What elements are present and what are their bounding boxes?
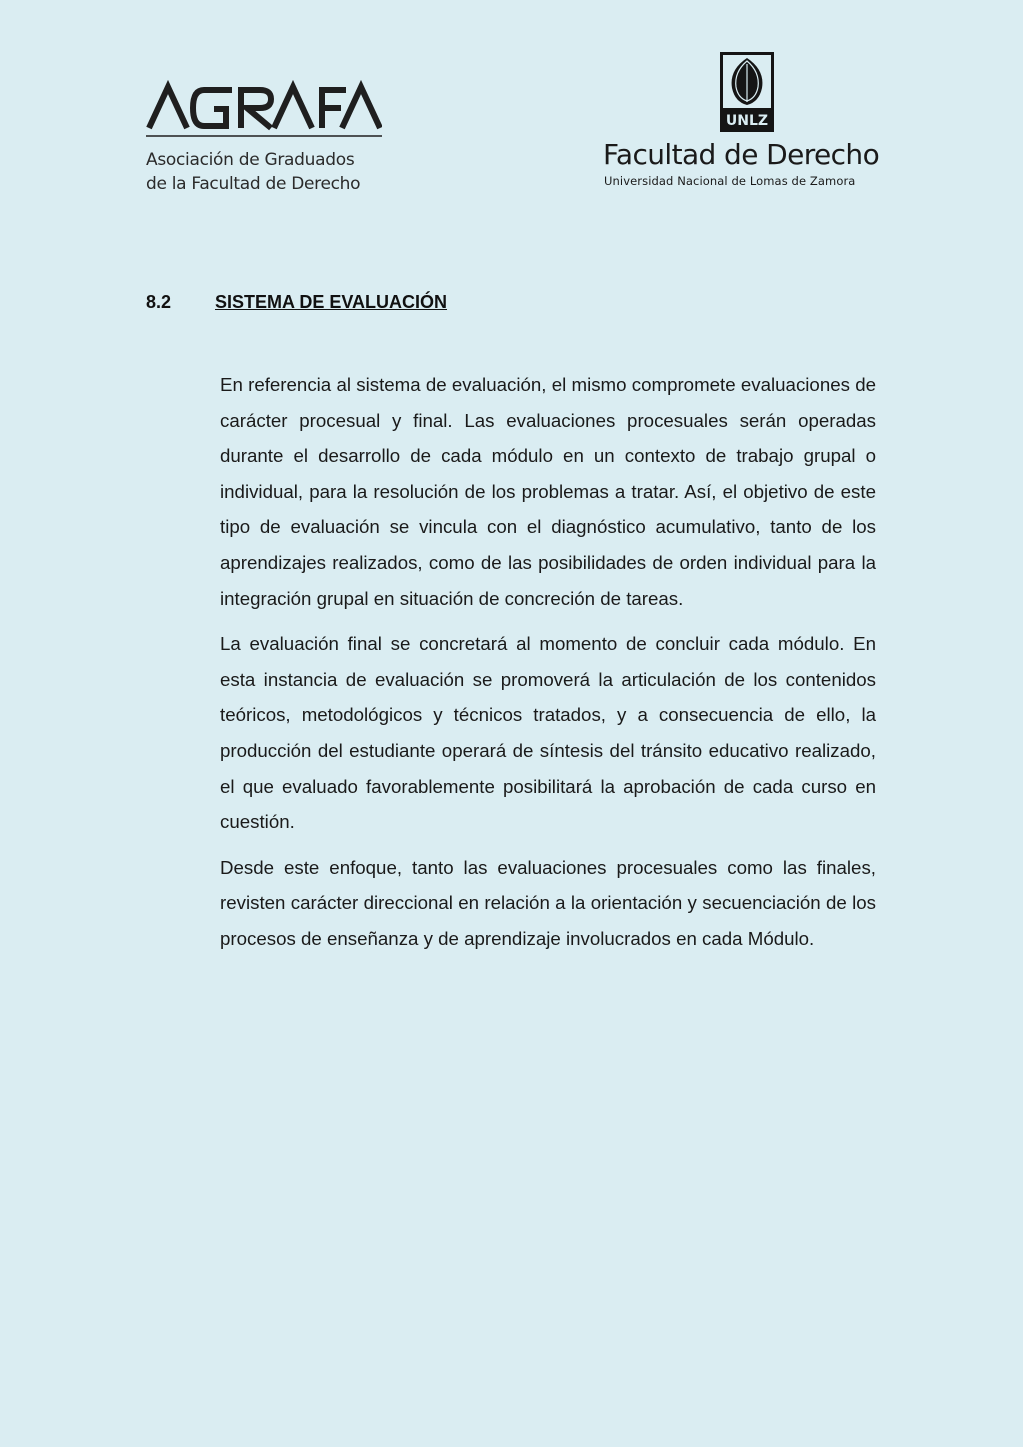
paragraph: La evaluación final se concretará al momento de concluir cada módulo. En esta instancia de evaluación se promoverá la articulación de los contenidos teóricos, metodológicos y técnicos tratados, y a consecuencia de ello, la producción del estudiante operará de síntesis del tránsito educativo realizado, el que evaluado favorablemente posibilitará la aprobación de cada curso en cuestión. (220, 633, 876, 833)
paragraph: Desde este enfoque, tanto las evaluaciones procesuales como las finales, revisten carácter direccional en relación a la orientación y secuenciación de los procesos de enseñanza y de aprendizaje involucrados en cada Módulo. (220, 856, 876, 949)
section-number: 8.2 (146, 292, 172, 312)
unlz-emblem-icon (720, 52, 774, 132)
agrafa-logo (146, 78, 382, 140)
section-heading (146, 292, 447, 313)
section-title: SISTEMA DE EVALUACIÓN (215, 292, 448, 312)
university-name: Universidad Nacional de Lomas de Zamora (604, 174, 856, 188)
faculty-name: Facultad de Derecho (603, 138, 880, 171)
paragraph: En referencia al sistema de evaluación, el mismo compromete evaluaciones de carácter procesual y final. Las evaluaciones procesuales serán operadas durante el desarrollo de cada módulo en un contexto de trabajo grupal o individual, para la resolución de los problemas a tratar. Así, el objetivo de este tipo de evaluación se vincula con el diagnóstico acumulativo, tanto de los aprendizajes realizados, como de las posibilidades de orden individual para la integración grupal en situación de concreción de tareas. (220, 374, 876, 609)
association-name-line1: Asociación de Graduados (146, 150, 355, 170)
agrafa-header (146, 78, 386, 196)
document-body (220, 367, 876, 967)
association-name-line2: de la Facultad de Derecho (146, 174, 361, 194)
svg-text:UNLZ: UNLZ (725, 113, 769, 129)
